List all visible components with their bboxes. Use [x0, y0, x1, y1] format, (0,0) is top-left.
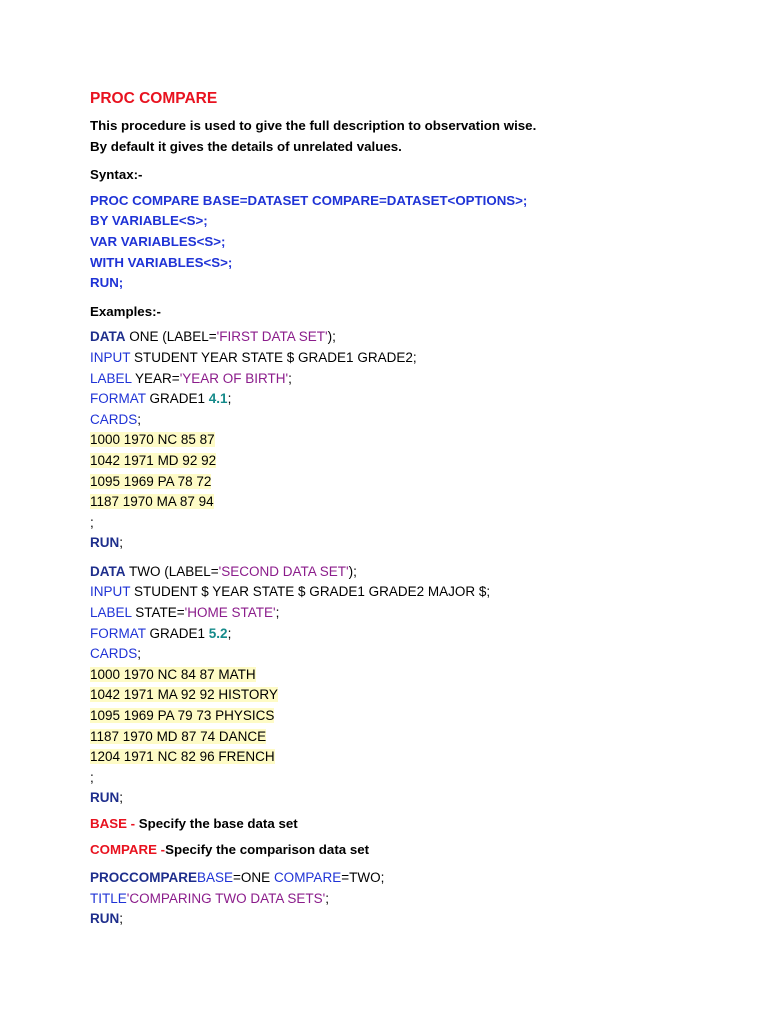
data-row — [90, 747, 730, 768]
code-line-label — [90, 369, 730, 390]
code-text: ; — [119, 535, 124, 551]
code-text: =ONE — [233, 870, 274, 886]
keyword: FORMAT — [90, 625, 146, 641]
syntax-line: BY VARIABLE<S>; — [90, 213, 208, 229]
data-row — [90, 685, 730, 706]
highlighted-data-row: 1187 1970 MD 87 74 DANCE — [90, 728, 267, 744]
code-text: GRADE1 — [145, 391, 209, 407]
keyword: FORMAT — [90, 391, 146, 407]
string-literal: 'HOME STATE' — [184, 605, 276, 621]
data-row — [90, 451, 730, 472]
code-text: TWO (LABEL= — [125, 563, 219, 579]
data-row — [90, 665, 730, 686]
code-text: ; — [119, 790, 124, 806]
code-text: ; — [119, 911, 124, 927]
keyword: LABEL — [90, 605, 132, 621]
data-row — [90, 727, 730, 748]
code-text: STATE= — [131, 605, 185, 621]
keyword: INPUT — [90, 349, 131, 365]
code-text: ; — [227, 391, 232, 407]
code-block-data-two — [90, 562, 730, 809]
code-text: ; — [288, 370, 292, 386]
code-text: ; — [227, 625, 232, 641]
highlighted-data-row: 1095 1969 PA 78 72 — [90, 473, 212, 489]
definition-key: BASE - — [90, 816, 136, 831]
code-block-proc-compare — [90, 868, 730, 930]
string-literal: 'FIRST DATA SET' — [216, 329, 328, 345]
number-literal: 4.1 — [208, 391, 228, 407]
string-literal: 'SECOND DATA SET' — [218, 563, 349, 579]
document-page — [90, 88, 730, 930]
code-text: ; — [325, 890, 329, 906]
highlighted-data-row: 1042 1971 MD 92 92 — [90, 452, 217, 468]
highlighted-data-row: 1187 1970 MA 87 94 — [90, 494, 214, 510]
code-text: GRADE1 — [145, 625, 209, 641]
keyword: TITLE — [90, 890, 127, 906]
syntax-line: RUN; — [90, 275, 124, 291]
keyword: LABEL — [90, 370, 132, 386]
data-row — [90, 472, 730, 493]
code-line-run — [90, 788, 730, 809]
code-line-cards — [90, 644, 730, 665]
definition-compare — [90, 840, 730, 861]
keyword: BASE — [197, 870, 234, 886]
code-text: ); — [327, 329, 336, 345]
code-text: STUDENT $ YEAR STATE $ GRADE1 GRADE2 MAJOR $; — [130, 584, 491, 600]
code-text: ; — [137, 646, 142, 662]
syntax-line: WITH VARIABLES<S>; — [90, 254, 233, 270]
code-line-input — [90, 582, 730, 603]
syntax-label: Syntax:- — [90, 167, 143, 183]
code-line-terminator: ; — [90, 769, 94, 785]
intro-paragraph — [90, 116, 730, 157]
code-line-data — [90, 562, 730, 583]
highlighted-data-row: 1042 1971 MA 92 92 HISTORY — [90, 687, 278, 703]
keyword: DATA — [90, 329, 126, 345]
code-line-format — [90, 389, 730, 410]
code-line-run — [90, 533, 730, 554]
highlighted-data-row: 1000 1970 NC 85 87 — [90, 432, 215, 448]
definition-base — [90, 814, 730, 835]
highlighted-data-row: 1204 1971 NC 82 96 FRENCH — [90, 749, 275, 765]
keyword: RUN — [90, 535, 120, 551]
definition-text: Specify the base data set — [135, 816, 298, 831]
code-text: ); — [348, 563, 357, 579]
code-text: YEAR= — [131, 370, 180, 386]
code-line-terminator: ; — [90, 514, 94, 530]
code-line-proc — [90, 868, 730, 889]
code-line-run — [90, 909, 730, 930]
keyword: INPUT — [90, 584, 131, 600]
code-line-data — [90, 327, 730, 348]
code-text: STUDENT YEAR STATE $ GRADE1 GRADE2; — [130, 349, 417, 365]
definition-text: Specify the comparison data set — [165, 841, 370, 857]
code-line-format — [90, 624, 730, 645]
code-line-label — [90, 603, 730, 624]
keyword: PROCCOMPARE — [90, 870, 198, 886]
data-row — [90, 492, 730, 513]
string-literal: 'YEAR OF BIRTH' — [179, 370, 289, 386]
code-text: ; — [275, 605, 280, 621]
definitions-list — [90, 814, 730, 860]
keyword: DATA — [90, 563, 126, 579]
number-literal: 5.2 — [208, 625, 228, 641]
page-title: PROC COMPARE — [90, 90, 218, 107]
keyword: RUN — [90, 911, 120, 927]
definition-key: COMPARE - — [90, 841, 166, 857]
code-line-title — [90, 889, 730, 910]
code-text: ONE (LABEL= — [125, 329, 217, 345]
code-line-cards — [90, 410, 730, 431]
code-text: ; — [137, 411, 142, 427]
keyword: CARDS — [90, 411, 138, 427]
data-row — [90, 706, 730, 727]
code-text: =TWO; — [341, 870, 385, 886]
highlighted-data-row: 1095 1969 PA 79 73 PHYSICS — [90, 708, 275, 724]
keyword: COMPARE — [273, 870, 342, 886]
code-line-input — [90, 348, 730, 369]
string-literal: 'COMPARING TWO DATA SETS' — [126, 890, 326, 906]
keyword: RUN — [90, 790, 120, 806]
intro-line-1: This procedure is used to give the full description to observation wise. — [90, 118, 537, 133]
syntax-line: VAR VARIABLES<S>; — [90, 233, 226, 249]
keyword: CARDS — [90, 646, 138, 662]
syntax-line: PROC COMPARE BASE=DATASET COMPARE=DATASET<OPTIONS>; — [90, 192, 528, 208]
data-row — [90, 430, 730, 451]
intro-line-2: By default it gives the details of unrelated values. — [90, 138, 402, 154]
examples-label: Examples:- — [90, 303, 161, 319]
highlighted-data-row: 1000 1970 NC 84 87 MATH — [90, 666, 256, 682]
code-block-data-one — [90, 327, 730, 554]
syntax-block — [90, 191, 730, 294]
